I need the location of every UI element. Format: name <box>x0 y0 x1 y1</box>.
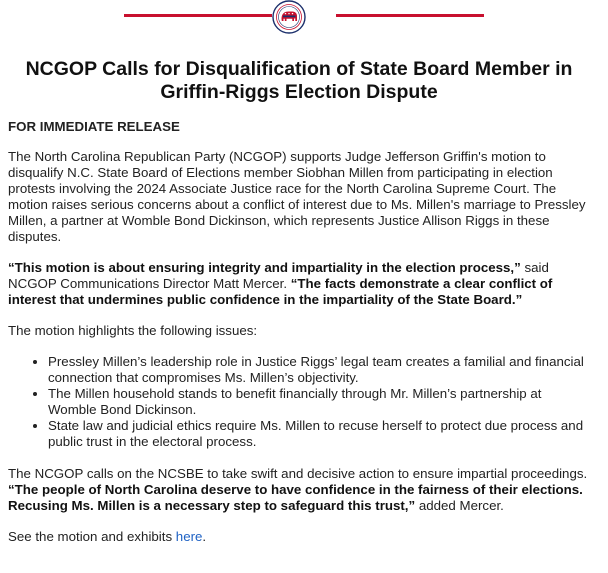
ncgop-seal-elephant-icon <box>272 0 306 34</box>
closing-attribution: added Mercer. <box>415 498 504 513</box>
quote-attribution: said NCGOP Communications Director Matt Mercer. <box>8 260 549 291</box>
list-item: • Pressley Millen’s leadership role in Justice Riggs’ legal team creates a familial and financial connection that compromises Ms. Millen’s objectivity. <box>48 354 590 386</box>
quote-conflict: “The facts demonstrate a clear conflict of interest that undermines public confidence in the impartiality of the State Board.” <box>8 276 553 307</box>
intro-paragraph: The North Carolina Republican Party (NCGOP) supports Judge Jefferson Griffin's motion to disqualify N.C. State Board of Elections member Siobhan Millen from participating in election protests involving the 2024 Associate Justice race for the North Carolina Supreme Court. The motion raises serious concerns about a conflict of interest due to Ms. Millen's marriage to Pressley Millen, a partner at Womble Bond Dickinson, which represents Justice Allison Riggs in these disputes. <box>8 149 586 244</box>
closing-quote: “The people of North Carolina deserve to have confidence in the fairness of their elections. Recusing Ms. Millen is a necessary step to safeguard this trust,” <box>8 482 583 513</box>
list-item: • The Millen household stands to benefit financially through Mr. Millen’s partnership at Womble Bond Dickinson. <box>48 386 590 418</box>
motion-link[interactable]: here <box>175 529 203 544</box>
header-rule-right <box>336 14 484 17</box>
quote-integrity: “This motion is about ensuring integrity and impartiality in the election process,” <box>8 260 521 275</box>
see-motion-paragraph <box>8 529 590 545</box>
release-label: FOR IMMEDIATE RELEASE <box>8 119 180 134</box>
press-release <box>8 58 590 560</box>
see-motion-text: See the motion and exhibits <box>8 529 176 544</box>
see-motion-end: . <box>202 529 207 544</box>
issues-intro: The motion highlights the following issues: <box>8 323 258 338</box>
issues-list <box>8 354 590 450</box>
closing-paragraph <box>8 466 590 514</box>
list-item: • State law and judicial ethics require Ms. Millen to recuse herself to protect due process and public trust in the electoral process. <box>48 418 590 450</box>
closing-text: The NCGOP calls on the NCSBE to take swift and decisive action to ensure impartial proceedings. <box>8 466 588 481</box>
header-rule-left <box>124 14 272 17</box>
quote-paragraph <box>8 260 590 308</box>
page-title: NCGOP Calls for Disqualification of State Board Member in Griffin-Riggs Election Dispute <box>25 58 573 103</box>
header <box>0 0 608 34</box>
